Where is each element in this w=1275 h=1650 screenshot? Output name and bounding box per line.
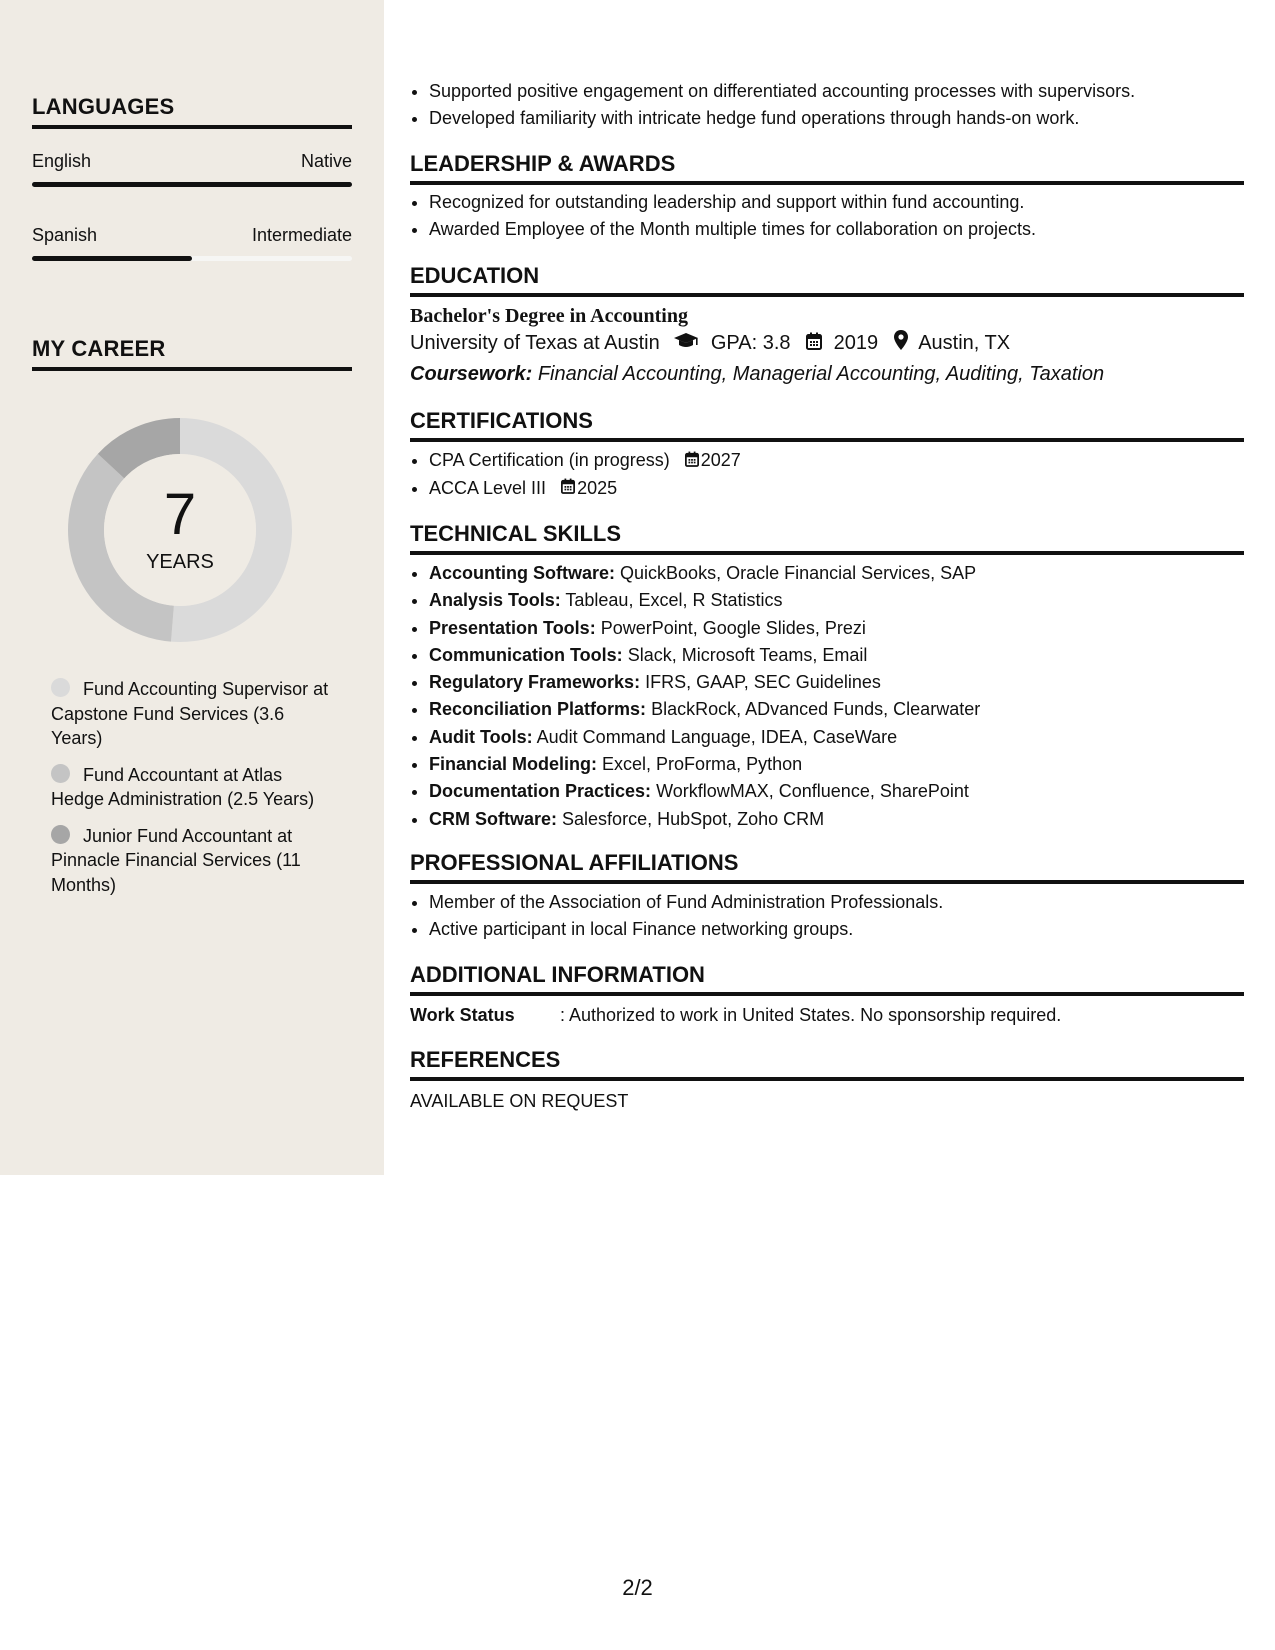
skill-value: Slack, Microsoft Teams, Email (627, 644, 868, 665)
skill-label: Documentation Practices: (429, 781, 652, 802)
education-heading: EDUCATION (410, 263, 1244, 297)
references-text: AVAILABLE ON REQUEST (410, 1091, 629, 1111)
leadership-heading: LEADERSHIP & AWARDS (410, 151, 1244, 185)
career-section (32, 336, 352, 371)
coursework-text: Financial Accounting, Managerial Accounting, Auditing, Taxation (537, 362, 1105, 385)
education-gpa: GPA: 3.8 (710, 332, 791, 354)
leadership-section (410, 151, 1244, 244)
coursework-label: Coursework: (410, 362, 533, 385)
certification-name: CPA Certification (in progress) (429, 450, 670, 470)
skill-item (429, 642, 1244, 669)
list-item: • Active participant in local Finance networking groups. (429, 916, 1244, 943)
career-item-text: Junior Fund Accountant at Pinnacle Financial Services (11 Months) (51, 825, 301, 895)
list-item: • Developed familiarity with intricate hedge fund operations through hands-on work. (429, 105, 1244, 132)
career-heading: MY CAREER (32, 336, 352, 371)
career-donut-chart (66, 416, 294, 644)
affiliations-section (410, 850, 1244, 944)
map-pin-icon (894, 329, 908, 359)
calendar-icon (685, 448, 699, 475)
languages-heading: LANGUAGES (32, 94, 352, 129)
skill-label: Regulatory Frameworks: (429, 672, 641, 693)
work-status-label: Work Status (410, 1005, 515, 1025)
skills-section (410, 521, 1244, 833)
skill-label: Audit Tools: (429, 726, 533, 747)
skill-value: IFRS, GAAP, SEC Guidelines (645, 672, 881, 693)
education-details (410, 328, 1244, 359)
skill-label: Communication Tools: (429, 644, 623, 665)
language-proficiency-bar (32, 256, 352, 261)
education-year: 2019 (833, 332, 879, 354)
skill-item (429, 669, 1244, 696)
education-section (410, 263, 1244, 389)
sidebar (0, 0, 384, 1175)
language-level: Native (300, 151, 352, 171)
donut-center (66, 416, 294, 644)
skill-item (429, 615, 1244, 642)
education-coursework (410, 359, 1244, 389)
skill-item (429, 724, 1244, 751)
skills-heading: TECHNICAL SKILLS (410, 521, 1244, 555)
skill-value: Tableau, Excel, R Statistics (565, 590, 783, 611)
certification-year: 2025 (577, 477, 618, 498)
certifications-heading: CERTIFICATIONS (410, 408, 1244, 442)
languages-section (32, 94, 352, 261)
list-item (429, 447, 1244, 475)
page-number: 2/2 (622, 1575, 653, 1600)
career-total-unit: YEARS (146, 551, 214, 573)
references-heading: REFERENCES (410, 1047, 1244, 1081)
affiliations-list (410, 889, 1244, 944)
skill-value: Excel, ProForma, Python (602, 754, 803, 775)
skill-value: Salesforce, HubSpot, Zoho CRM (562, 808, 825, 829)
affiliations-heading: PROFESSIONAL AFFILIATIONS (410, 850, 1244, 884)
career-item (51, 763, 331, 812)
calendar-icon (561, 475, 575, 502)
skill-label: Reconciliation Platforms: (429, 699, 647, 720)
skill-value: Audit Command Language, IDEA, CaseWare (536, 726, 898, 747)
skill-label: Financial Modeling: (429, 754, 598, 775)
skill-value: PowerPoint, Google Slides, Prezi (600, 617, 866, 638)
list-item: • Supported positive engagement on differentiated accounting processes with supervisors. (429, 78, 1244, 105)
skill-value: QuickBooks, Oracle Financial Services, SAP (620, 563, 977, 583)
additional-info-section (410, 962, 1244, 1029)
skill-item (429, 696, 1244, 723)
leadership-list (410, 189, 1244, 244)
calendar-icon (806, 329, 822, 359)
certifications-section (410, 408, 1244, 503)
list-item: • Recognized for outstanding leadership and support within fund accounting. (429, 189, 1244, 216)
language-proficiency-bar (32, 182, 352, 187)
language-name: Spanish (32, 225, 98, 245)
education-degree: Bachelor's Degree in Accounting (410, 305, 688, 327)
career-list (51, 677, 331, 909)
skill-label: CRM Software: (429, 808, 558, 829)
legend-dot-icon (51, 825, 70, 844)
skill-value: BlackRock, ADvanced Funds, Clearwater (651, 699, 981, 720)
language-level: Intermediate (251, 225, 352, 245)
skills-list (410, 560, 1244, 833)
certifications-list (410, 447, 1244, 503)
education-school: University of Texas at Austin (410, 332, 660, 354)
skill-item (429, 587, 1244, 614)
language-proficiency-fill (32, 182, 352, 187)
career-total-value: 7 (163, 482, 197, 547)
list-item: • Member of the Association of Fund Administration Professionals. (429, 889, 1244, 916)
education-location: Austin, TX (918, 332, 1011, 354)
career-item-text: Fund Accounting Supervisor at Capstone Fund Services (3.6 Years) (51, 679, 329, 748)
language-row-spanish (32, 225, 352, 246)
skill-item (429, 560, 1244, 587)
career-item (51, 677, 331, 751)
graduation-cap-icon (673, 329, 699, 359)
references-section (410, 1047, 1244, 1112)
list-item: • Awarded Employee of the Month multiple times for collaboration on projects. (429, 216, 1244, 243)
work-status-row (410, 1002, 1244, 1029)
skill-value: WorkflowMAX, Confluence, SharePoint (656, 781, 969, 802)
legend-dot-icon (51, 678, 70, 697)
additional-info-heading: ADDITIONAL INFORMATION (410, 962, 1244, 996)
list-item (429, 475, 1244, 503)
work-status-value: : Authorized to work in United States. No sponsorship required. (560, 1005, 1062, 1025)
skill-item (429, 751, 1244, 778)
language-proficiency-fill (32, 256, 192, 261)
legend-dot-icon (51, 764, 70, 783)
certification-name: ACCA Level III (429, 477, 547, 498)
career-item-text: Fund Accountant at Atlas Hedge Administration (2.5 Years) (51, 764, 315, 809)
skill-label: Presentation Tools: (429, 617, 596, 638)
experience-bullets (410, 78, 1244, 133)
main-top-bullets (410, 78, 1244, 133)
certification-year: 2027 (700, 450, 741, 470)
skill-label: Analysis Tools: (429, 590, 561, 611)
career-item (51, 824, 331, 898)
language-name: English (32, 151, 92, 171)
skill-label: Accounting Software: (429, 563, 616, 583)
skill-item (429, 778, 1244, 805)
skill-item (429, 806, 1244, 833)
language-row-english (32, 151, 352, 172)
